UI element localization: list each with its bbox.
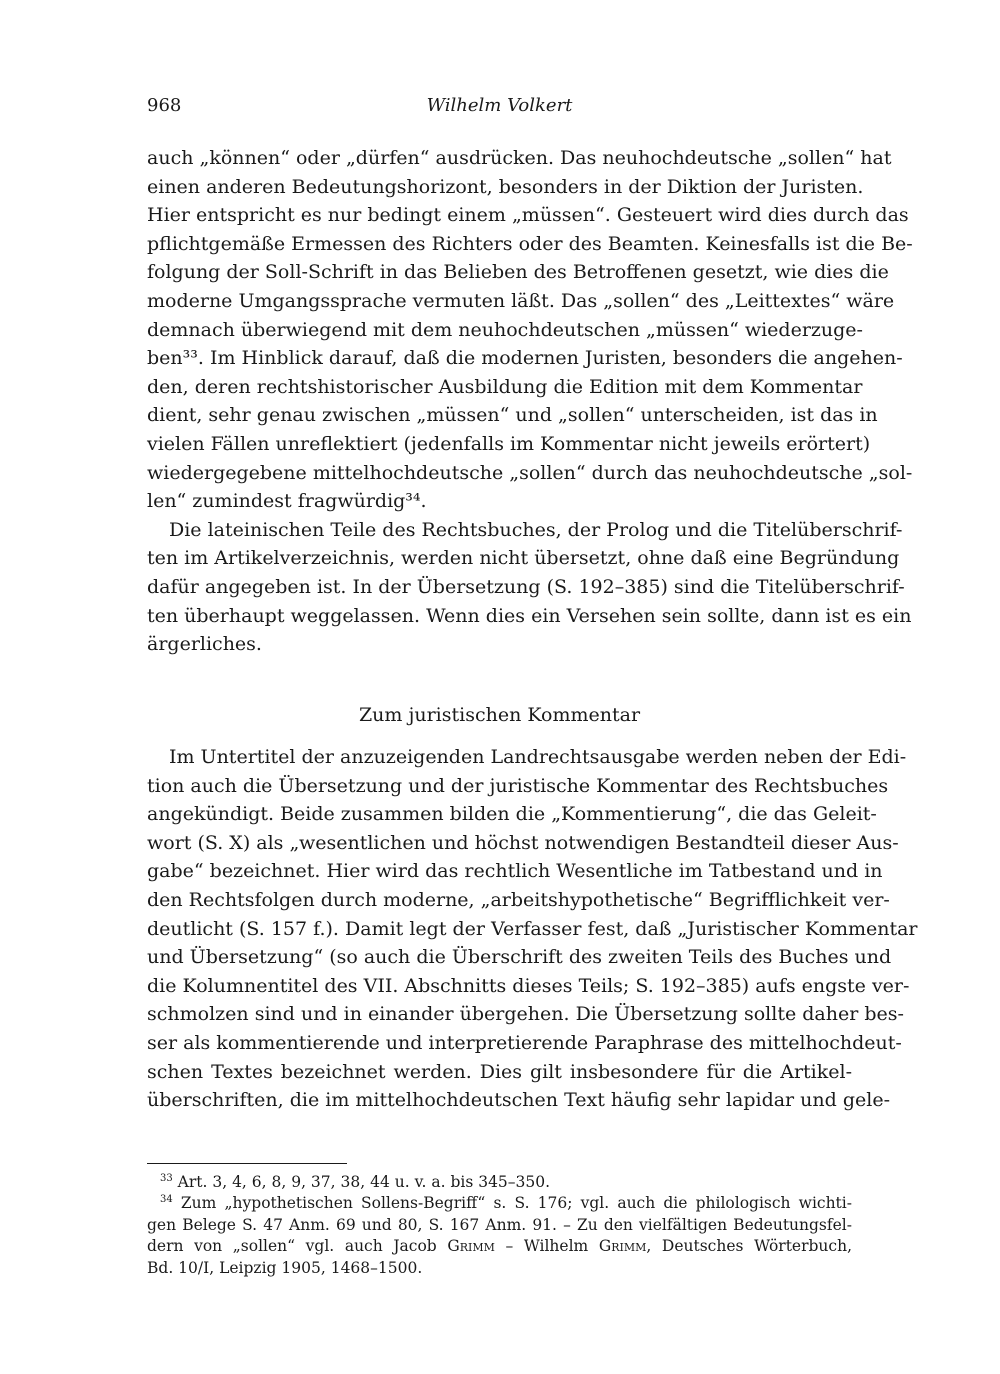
footnote-line: gen Belege S. 47 Anm. 69 und 80, S. 167 Anm. 91. – Zu den vielfältigen Bedeutungsfel-: [147, 1215, 852, 1234]
text-line: Die lateinischen Teile des Rechtsbuches, der Prolog und die Titelüberschrif-: [169, 518, 903, 541]
text-line: die Kolumnentitel des VII. Abschnitts dieses Teils; S. 192–385) aufs engste ver-: [147, 974, 910, 997]
text-line: demnach überwiegend mit dem neuhochdeutschen „müssen“ wiederzuge-: [147, 318, 863, 341]
section-heading: Zum juristischen Kommentar: [358, 704, 641, 726]
text-line: schmolzen sind und in einander übergehen. Die Übersetzung sollte daher bes-: [147, 1003, 904, 1026]
body-text-lower: [147, 743, 918, 1115]
text-line: Im Untertitel der anzuzeigenden Landrechtsausgabe werden neben der Edi-: [169, 746, 907, 768]
text-line: auch „können“ oder „dürfen“ ausdrücken. Das neuhochdeutsche „sollen“ hat: [147, 147, 892, 169]
text-line: wiedergegebene mittelhochdeutsche „sollen“ durch das neuhochdeutsche „sol-: [147, 461, 913, 484]
text-line: den Rechtsfolgen durch moderne, „arbeitshypothetische“ Begrifflichkeit ver-: [147, 888, 890, 911]
page-number: 968: [147, 95, 182, 116]
footnote-text: Zum „hypothetischen Sollens-Begriff“ s. S. 176; vgl. auch die philologisch wichti-: [180, 1194, 852, 1213]
text-line: moderne Umgangssprache vermuten läßt. Das „sollen“ des „Leittextes“ wäre: [147, 289, 895, 312]
text-line: ser als kommentierende und interpretierende Paraphrase des mittelhochdeut-: [147, 1031, 902, 1054]
paragraph-1: [147, 144, 913, 516]
text-line: vielen Fällen unreflektiert (jedenfalls im Kommentar nicht jeweils erörtert): [147, 432, 871, 455]
footnote-text: Art. 3, 4, 6, 8, 9, 37, 38, 44 u. v. a. bis 345–350.: [177, 1173, 551, 1191]
text-line: gabe“ bezeichnet. Hier wird das rechtlich Wesentliche im Tatbestand und in: [147, 860, 883, 883]
text-line: ben³³. Im Hinblick darauf, daß die modernen Juristen, besonders die angehen-: [147, 347, 903, 370]
text-line: überschriften, die im mittelhochdeutschen Text häufig sehr lapidar und gele-: [147, 1089, 891, 1112]
footnote-mark: 34: [160, 1194, 173, 1206]
text-line: den, deren rechtshistorischer Ausbildung die Edition mit dem Kommentar: [147, 375, 863, 398]
footnote-text: dern von „sollen“ vgl. auch Jacob: [147, 1237, 437, 1256]
footnote-text: , Deutsches Wörterbuch,: [646, 1237, 853, 1256]
text-line: schen Textes bezeichnet werden. Dies gilt insbesondere für die Artikel-: [147, 1060, 852, 1083]
running-title: Wilhelm Volkert: [426, 95, 573, 116]
text-line: folgung der Soll-Schrift in das Belieben des Betroffenen gesetzt, wie dies die: [147, 261, 889, 284]
author-name: Grimm: [447, 1237, 495, 1256]
footnote-mark: 33: [160, 1172, 173, 1184]
text-line: angekündigt. Beide zusammen bilden die „Kommentierung“, die das Geleit-: [147, 803, 877, 826]
footnote-text: – Wilhelm: [505, 1237, 589, 1256]
paragraph-3: [147, 743, 918, 1115]
text-line: ten überhaupt weggelassen. Wenn dies ein Versehen sein sollte, dann ist es ein: [147, 604, 912, 627]
text-line: dafür angegeben ist. In der Übersetzung (S. 192–385) sind die Titelüberschrif-: [147, 575, 905, 598]
text-line: ten im Artikelverzeichnis, werden nicht übersetzt, ohne daß eine Begründung: [147, 547, 900, 570]
footnote-divider: [147, 1163, 347, 1164]
text-line: deutlicht (S. 157 f.). Damit legt der Verfasser fest, daß „Juristischer Kommentar: [147, 917, 918, 940]
footnote-line: [147, 1236, 852, 1257]
footnote-34: [147, 1193, 852, 1214]
text-line: und Übersetzung“ (so auch die Überschrift des zweiten Teils des Buches und: [147, 946, 892, 969]
body-text-upper: [147, 144, 913, 659]
text-line: tion auch die Übersetzung und der juristische Kommentar des Rechtsbuches: [147, 774, 889, 797]
text-line: einen anderen Bedeutungshorizont, besonders in der Diktion der Juristen.: [147, 175, 864, 198]
text-line: Hier entspricht es nur bedingt einem „müssen“. Gesteuert wird dies durch das: [147, 204, 909, 227]
text-line: pflichtgemäße Ermessen des Richters oder des Beamten. Keinesfalls ist die Be-: [147, 232, 913, 255]
text-line: ärgerliches.: [147, 633, 262, 656]
author-name: Grimm: [598, 1237, 647, 1256]
text-line: len“ zumindest fragwürdig³⁴.: [147, 490, 427, 513]
text-line: dient, sehr genau zwischen „müssen“ und „sollen“ unterscheiden, ist das in: [147, 404, 878, 427]
footnote-line: Bd. 10/I, Leipzig 1905, 1468–1500.: [147, 1258, 423, 1277]
paragraph-2: [147, 516, 912, 659]
footnote-33: [147, 1172, 852, 1193]
footnotes: [147, 1172, 852, 1279]
text-line: wort (S. X) als „wesentlichen und höchst notwendigen Bestandteil dieser Aus-: [147, 831, 899, 854]
running-head: [147, 95, 852, 123]
